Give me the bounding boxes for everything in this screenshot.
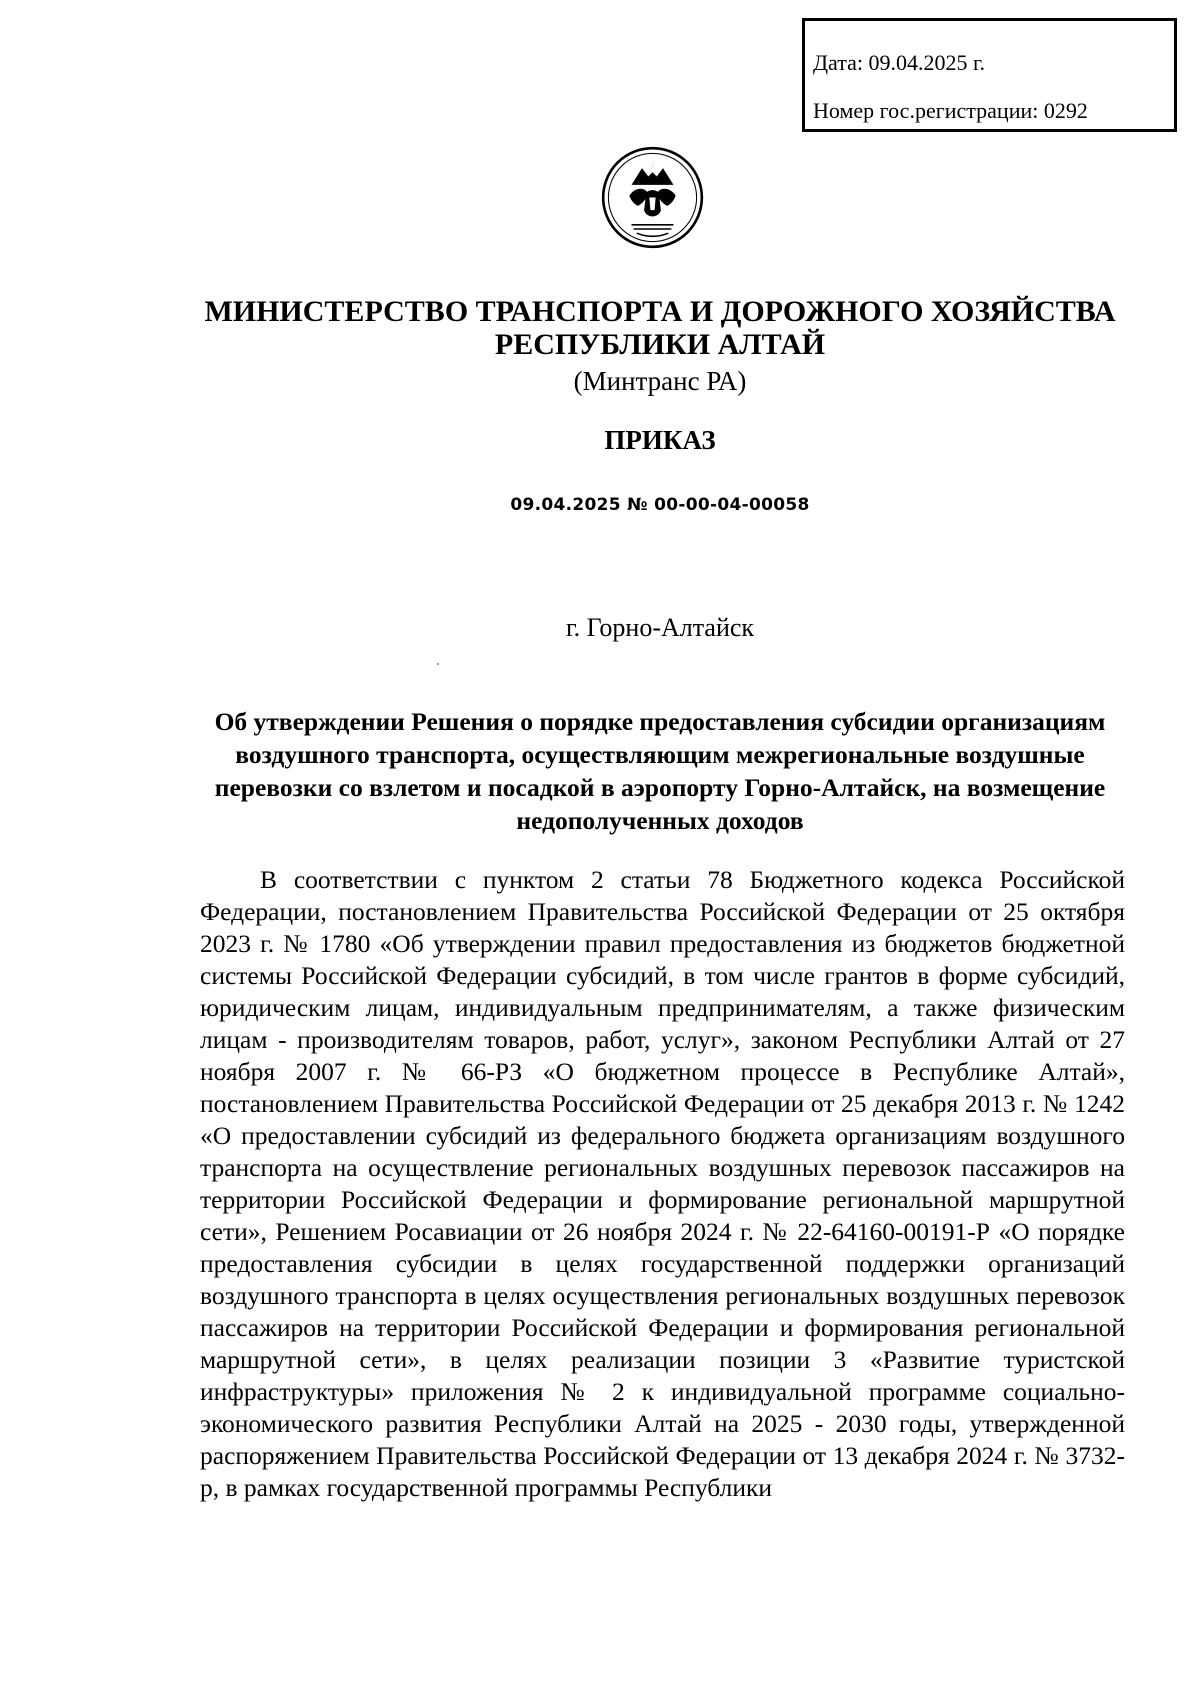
ministry-abbreviation: (Минтранс РА) — [573, 366, 747, 396]
document-date-number: 09.04.2025 № 00-00-04-00058 — [510, 495, 810, 515]
registration-number — [813, 87, 1174, 135]
registration-number-label: Номер гос.регистрации — [813, 98, 1033, 123]
registration-stamp — [802, 18, 1177, 132]
ministry-name-line1: МИНИСТЕРСТВО ТРАНСПОРТА И ДОРОЖНОГО ХОЗЯЙСТВА — [204, 295, 1116, 328]
altai-republic-coat-of-arms-icon — [600, 145, 705, 250]
registration-number-value: : 0292 — [1032, 98, 1088, 123]
document-type: ПРИКАЗ — [604, 425, 716, 455]
ministry-name — [150, 295, 1170, 361]
ministry-name-line2: РЕСПУБЛИКИ АЛТАЙ — [494, 328, 826, 361]
registration-date-value: : 09.04.2025 г. — [856, 50, 986, 75]
registration-date — [813, 39, 1174, 87]
document-city: г. Горно-Алтайск — [565, 613, 755, 642]
document-subject: Об утверждении Решения о порядке предоставления субсидии организациям воздушного транспорта, осуществляющим межрегиональные воздушные перевозки со взлетом и посадкой в аэропорту Горно-Алтайск, на возмещение недополученных доходов — [214, 707, 1106, 835]
registration-date-label: Дата — [813, 50, 857, 75]
document-body-paragraph: В соответствии с пунктом 2 статьи 78 Бюджетного кодекса Российской Федерации, постановлением Правительства Российской Федерации от 25 октября 2023 г. № 1780 «Об утверждении правил предоставления из бюджетов бюджетной системы Российской Федерации субсидий, в том числе грантов в форме субсидий, юридическим лицам, индивидуальным предпринимателям, а также физическим лицам - производителям товаров, работ, услуг», законом Республики Алтай от 27 ноября 2007 г. № 66-РЗ «О бюджетном процессе в Республике Алтай», постановлением Правительства Российской Федерации от 25 декабря 2013 г. № 1242 «О предоставлении субсидий из федерального бюджета организациям воздушного транспорта на осуществление региональных воздушных перевозок пассажиров на территории Российской Федерации и формирование региональной маршрутной сети», Решением Росавиации от 26 ноября 2024 г. № 22-64160-00191-Р «О порядке предоставления субсидии в целях государственной поддержки организаций воздушного транспорта в целях осуществления региональных воздушных перевозок пассажиров на территории Российской Федерации и формирования региональной маршрутной сети», в целях реализации позиции 3 «Развитие туристской инфраструктуры» приложения № 2 к индивидуальной программе социально-экономического развития Республики Алтай на 2025 - 2030 годы, утвержденной распоряжением Правительства Российской Федерации от 13 декабря 2024 г. № 3732-р, в рамках государственной программы Республики — [200, 865, 1125, 1502]
scan-speck — [437, 663, 439, 665]
